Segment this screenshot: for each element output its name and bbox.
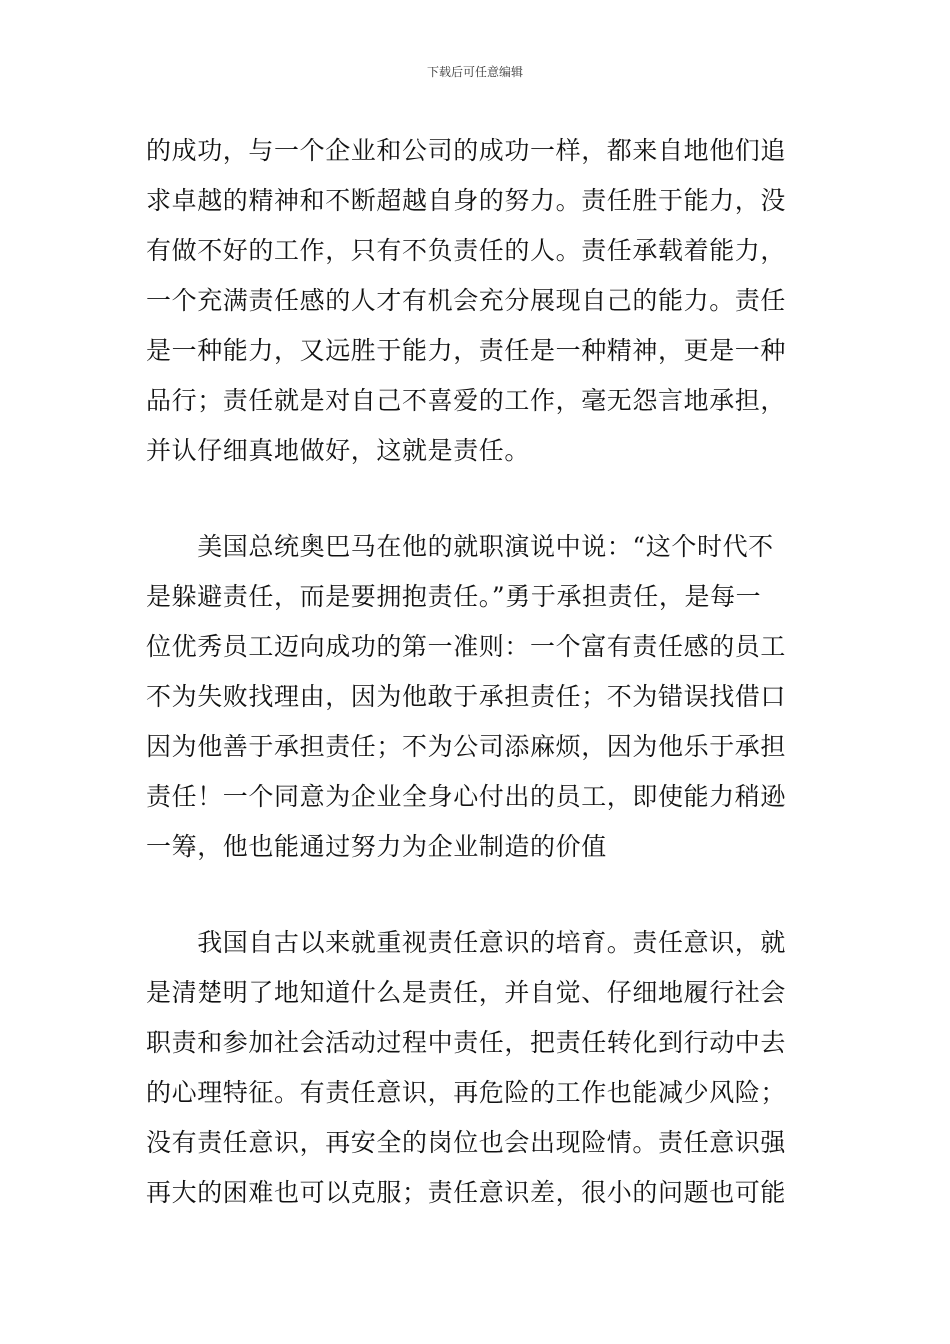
- text-line: 不为失败找理由，因为他敢于承担责任；不为错误找借口: [146, 682, 787, 711]
- text-line: 是一种能力，又远胜于能力，责任是一种精神，更是一种: [146, 336, 787, 365]
- text-line: 有做不好的工作，只有不负责任的人。责任承载着能力，: [146, 236, 787, 265]
- text-line: 我国自古以来就重视责任意识的培育。责任意识，就: [146, 928, 787, 957]
- page-header: 下载后可任意编辑: [426, 65, 523, 79]
- text-line: 位优秀员工迈向成功的第一准则：一个富有责任感的员工: [146, 632, 787, 661]
- text-line: 的心理特征。有责任意识，再危险的工作也能减少风险；: [146, 1078, 787, 1107]
- text-line: 求卓越的精神和不断超越自身的努力。责任胜于能力，没: [146, 186, 787, 215]
- text-line: 一个充满责任感的人才有机会充分展现自己的能力。责任: [146, 286, 787, 315]
- text-line: 再大的困难也可以克服；责任意识差，很小的问题也可能: [146, 1178, 787, 1207]
- text-line: 是清楚明了地知道什么是责任，并自觉、仔细地履行社会: [146, 978, 787, 1007]
- text-line: 的成功，与一个企业和公司的成功一样，都来自地他们追: [146, 136, 787, 165]
- text-line: 一筹，他也能通过努力为企业制造的价值: [146, 832, 607, 861]
- text-line: 美国总统奥巴马在他的就职演说中说：“这个时代不: [146, 532, 774, 561]
- paragraph-2: [146, 522, 810, 872]
- text-line: 职责和参加社会活动过程中责任，把责任转化到行动中去: [146, 1028, 787, 1057]
- paragraph-3: [146, 918, 810, 1218]
- text-line: 责任！一个同意为企业全身心付出的员工，即使能力稍逊: [146, 782, 787, 811]
- text-line: 没有责任意识，再安全的岗位也会出现险情。责任意识强: [146, 1128, 787, 1157]
- paragraph-1: [146, 126, 810, 476]
- text-line: 品行；责任就是对自己不喜爱的工作，毫无怨言地承担，: [146, 386, 787, 415]
- text-line: 因为他善于承担责任；不为公司添麻烦，因为他乐于承担: [146, 732, 787, 761]
- text-line: 并认仔细真地做好，这就是责任。: [146, 436, 531, 465]
- text-line: 是躲避责任，而是要拥抱责任。”勇于承担责任，是每一: [146, 582, 762, 611]
